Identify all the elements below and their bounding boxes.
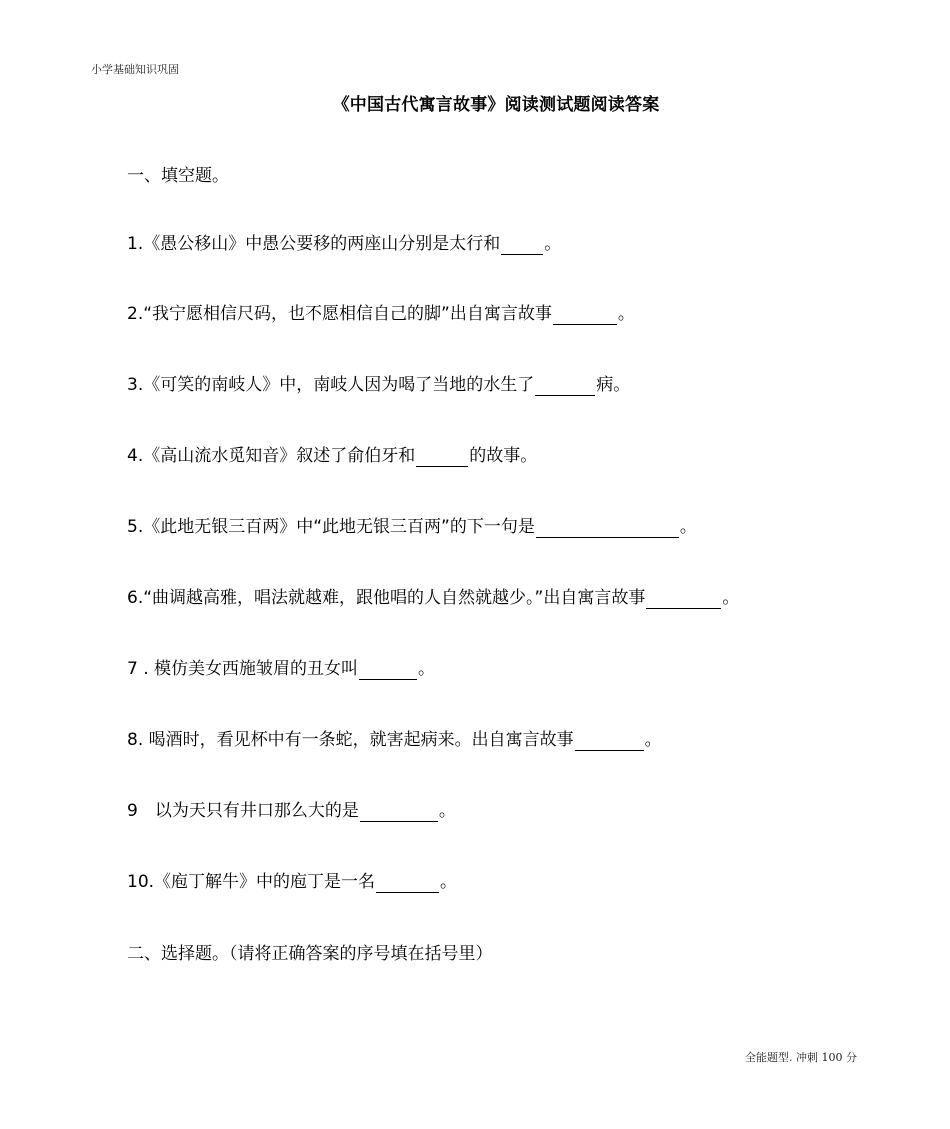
question-9 xyxy=(127,800,456,822)
question-text: 9 以为天只有井口那么大的是 xyxy=(127,801,359,821)
page-footer-note: 全能题型. 冲刺 100 分 xyxy=(745,1051,857,1064)
section-heading-multiple-choice: 二、选择题。（请将正确答案的序号填在括号里） xyxy=(127,944,493,964)
question-suffix: 病。 xyxy=(596,375,631,395)
question-8 xyxy=(127,729,662,751)
question-suffix: 。 xyxy=(679,517,697,537)
answer-blank[interactable] xyxy=(575,730,644,751)
question-suffix: 的故事。 xyxy=(469,446,538,466)
question-1 xyxy=(127,233,561,255)
question-suffix: 。 xyxy=(544,234,562,254)
answer-blank[interactable] xyxy=(376,872,439,893)
question-7 xyxy=(127,658,435,680)
question-5 xyxy=(127,516,697,538)
question-text: 1.《愚公移山》中愚公要移的两座山分别是太行和 xyxy=(127,234,501,254)
answer-blank[interactable] xyxy=(646,588,721,609)
question-text: 3.《可笑的南岐人》中，南岐人因为喝了当地的水生了 xyxy=(127,375,535,395)
question-suffix: 。 xyxy=(644,730,662,750)
answer-blank[interactable] xyxy=(501,234,543,255)
answer-blank[interactable] xyxy=(416,446,468,467)
question-text: 7 . 模仿美女西施皱眉的丑女叫 xyxy=(127,659,359,679)
question-suffix: 。 xyxy=(722,588,740,608)
question-text: 2.“我宁愿相信尺码，也不愿相信自己的脚”出自寓言故事 xyxy=(127,304,552,324)
document-title: 《中国古代寓言故事》阅读测试题阅读答案 xyxy=(332,95,660,115)
question-4 xyxy=(127,445,537,467)
answer-blank[interactable] xyxy=(359,659,417,680)
question-text: 10.《庖丁解牛》中的庖丁是一名 xyxy=(127,872,376,892)
answer-blank[interactable] xyxy=(553,304,617,325)
question-text: 4.《高山流水觅知音》叙述了俞伯牙和 xyxy=(127,446,416,466)
question-10 xyxy=(127,871,457,893)
question-suffix: 。 xyxy=(438,801,456,821)
question-3 xyxy=(127,374,630,396)
question-2 xyxy=(127,303,635,325)
page-header-note: 小学基础知识巩固 xyxy=(91,63,179,76)
question-suffix: 。 xyxy=(440,872,458,892)
question-suffix: 。 xyxy=(418,659,436,679)
question-suffix: 。 xyxy=(617,304,635,324)
answer-blank[interactable] xyxy=(535,375,595,396)
answer-blank[interactable] xyxy=(536,517,679,538)
answer-blank[interactable] xyxy=(360,801,438,822)
section-heading-fill-in: 一、填空题。 xyxy=(127,166,229,186)
question-text: 5.《此地无银三百两》中“此地无银三百两”的下一句是 xyxy=(127,517,535,537)
question-6 xyxy=(127,587,739,609)
question-text: 6.“曲调越高雅，唱法就越难，跟他唱的人自然就越少。”出自寓言故事 xyxy=(127,588,646,608)
question-text: 8. 喝酒时，看见杯中有一条蛇，就害起病来。出自寓言故事 xyxy=(127,730,574,750)
